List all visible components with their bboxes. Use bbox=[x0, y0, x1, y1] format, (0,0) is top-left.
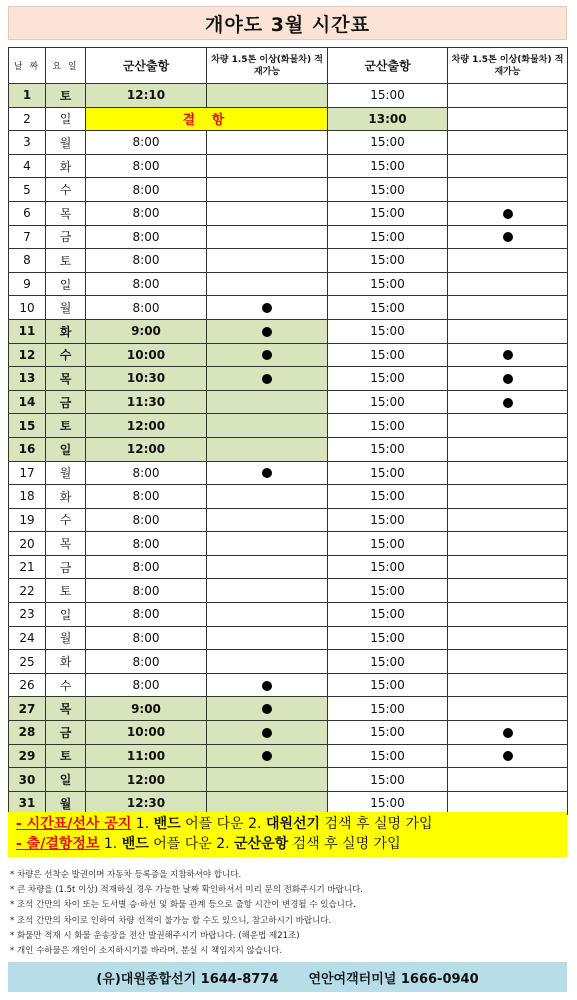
cell-arrival: 15:00 bbox=[328, 343, 448, 367]
table-header-row bbox=[9, 48, 568, 84]
cell-day: 6 bbox=[9, 201, 46, 225]
cell-weekday: 월 bbox=[46, 626, 86, 650]
table-row bbox=[9, 154, 568, 178]
table-row bbox=[9, 296, 568, 320]
header-weekday: 요 일 bbox=[46, 48, 86, 84]
cell-truck-arrival bbox=[448, 225, 568, 249]
cell-arrival: 15:00 bbox=[328, 178, 448, 202]
cell-cancelled: 결 항 bbox=[86, 107, 328, 131]
cell-weekday: 수 bbox=[46, 673, 86, 697]
cell-truck-departure bbox=[207, 343, 328, 367]
cell-day: 19 bbox=[9, 508, 46, 532]
cell-day: 13 bbox=[9, 367, 46, 391]
cell-day: 23 bbox=[9, 603, 46, 627]
cell-weekday: 월 bbox=[46, 131, 86, 155]
cell-departure: 12:00 bbox=[86, 414, 207, 438]
cell-weekday: 월 bbox=[46, 791, 86, 815]
cell-day: 24 bbox=[9, 626, 46, 650]
cell-day: 3 bbox=[9, 131, 46, 155]
cell-day: 31 bbox=[9, 791, 46, 815]
table-row bbox=[9, 650, 568, 674]
cell-truck-arrival bbox=[448, 319, 568, 343]
cell-weekday: 수 bbox=[46, 343, 86, 367]
note-item: * 조석 간만의 차이 또는 도서별 승·하선 및 화물 관계 등으로 출항 시간이 변경될 수 있습니다. bbox=[10, 900, 356, 911]
cell-arrival: 15:00 bbox=[328, 84, 448, 108]
cell-day: 2 bbox=[9, 107, 46, 131]
table-row bbox=[9, 485, 568, 509]
note-item: * 차량은 선착순 발권이며 자동차 등록증을 지참하셔야 합니다. bbox=[10, 870, 242, 880]
cell-departure: 9:00 bbox=[86, 697, 207, 721]
cell-departure: 12:00 bbox=[86, 768, 207, 792]
truck-available-dot-icon bbox=[262, 728, 272, 738]
cell-truck-arrival bbox=[448, 768, 568, 792]
cell-weekday: 화 bbox=[46, 319, 86, 343]
cell-weekday: 일 bbox=[46, 437, 86, 461]
cell-truck-arrival bbox=[448, 178, 568, 202]
cell-truck-departure bbox=[207, 650, 328, 674]
cell-arrival: 15:00 bbox=[328, 485, 448, 509]
notice-text: 검색 후 실명 가입 bbox=[288, 836, 401, 852]
schedule-body bbox=[9, 84, 568, 815]
table-row bbox=[9, 249, 568, 273]
cell-truck-arrival bbox=[448, 650, 568, 674]
notice-text: 1. bbox=[131, 816, 154, 832]
cell-truck-departure bbox=[207, 272, 328, 296]
cell-arrival: 13:00 bbox=[328, 107, 448, 131]
truck-available-dot-icon bbox=[262, 704, 272, 714]
cell-truck-departure bbox=[207, 508, 328, 532]
cell-weekday: 월 bbox=[46, 296, 86, 320]
cell-day: 17 bbox=[9, 461, 46, 485]
cell-departure: 8:00 bbox=[86, 272, 207, 296]
schedule-table bbox=[8, 47, 568, 815]
cell-day: 25 bbox=[9, 650, 46, 674]
table-row bbox=[9, 107, 568, 131]
cell-arrival: 15:00 bbox=[328, 131, 448, 155]
cell-departure: 10:30 bbox=[86, 367, 207, 391]
cell-arrival: 15:00 bbox=[328, 603, 448, 627]
table-row bbox=[9, 508, 568, 532]
cell-truck-departure bbox=[207, 579, 328, 603]
table-row bbox=[9, 437, 568, 461]
contact-daewon: (유)대원종합선기 1644-8774 bbox=[96, 971, 279, 987]
cell-arrival: 15:00 bbox=[328, 744, 448, 768]
cell-departure: 12:30 bbox=[86, 791, 207, 815]
truck-available-dot-icon bbox=[503, 751, 513, 761]
notice-key-schedule: - 시간표/선사 공지 bbox=[16, 816, 132, 832]
cell-truck-departure bbox=[207, 532, 328, 556]
cell-departure: 8:00 bbox=[86, 249, 207, 273]
truck-available-dot-icon bbox=[262, 751, 272, 761]
cell-weekday: 일 bbox=[46, 603, 86, 627]
table-row bbox=[9, 626, 568, 650]
cell-day: 1 bbox=[9, 84, 46, 108]
table-row bbox=[9, 390, 568, 414]
cell-truck-arrival bbox=[448, 107, 568, 131]
table-row bbox=[9, 603, 568, 627]
cell-weekday: 수 bbox=[46, 178, 86, 202]
table-row bbox=[9, 744, 568, 768]
cell-truck-arrival bbox=[448, 508, 568, 532]
table-row bbox=[9, 555, 568, 579]
notice-search-term: 군산운항 bbox=[234, 836, 289, 852]
cell-truck-departure bbox=[207, 84, 328, 108]
cell-day: 14 bbox=[9, 390, 46, 414]
cell-day: 12 bbox=[9, 343, 46, 367]
cell-day: 4 bbox=[9, 154, 46, 178]
cell-truck-departure bbox=[207, 603, 328, 627]
cell-weekday: 토 bbox=[46, 249, 86, 273]
cell-truck-arrival bbox=[448, 249, 568, 273]
footer-contacts bbox=[8, 962, 567, 992]
cell-departure: 8:00 bbox=[86, 532, 207, 556]
cell-arrival: 15:00 bbox=[328, 555, 448, 579]
cell-weekday: 일 bbox=[46, 768, 86, 792]
cell-truck-departure bbox=[207, 768, 328, 792]
cell-arrival: 15:00 bbox=[328, 461, 448, 485]
table-row bbox=[9, 178, 568, 202]
cell-weekday: 목 bbox=[46, 532, 86, 556]
truck-available-dot-icon bbox=[262, 303, 272, 313]
cell-arrival: 15:00 bbox=[328, 626, 448, 650]
cell-day: 7 bbox=[9, 225, 46, 249]
cell-truck-departure bbox=[207, 485, 328, 509]
header-arrival: 군산출항 bbox=[328, 48, 448, 84]
cell-departure: 8:00 bbox=[86, 131, 207, 155]
cell-departure: 9:00 bbox=[86, 319, 207, 343]
cell-weekday: 화 bbox=[46, 650, 86, 674]
cell-weekday: 금 bbox=[46, 225, 86, 249]
cell-arrival: 15:00 bbox=[328, 319, 448, 343]
table-row bbox=[9, 367, 568, 391]
cell-weekday: 목 bbox=[46, 201, 86, 225]
cell-departure: 8:00 bbox=[86, 201, 207, 225]
cell-weekday: 화 bbox=[46, 154, 86, 178]
table-row bbox=[9, 84, 568, 108]
cell-truck-departure bbox=[207, 154, 328, 178]
notice-text: 어플 다운 2. bbox=[148, 836, 235, 852]
cell-arrival: 15:00 bbox=[328, 650, 448, 674]
cell-truck-arrival bbox=[448, 154, 568, 178]
note-item: * 개인 수하물은 개인이 소지하시기를 바라며, 분실 시 책임지지 않습니다. bbox=[10, 946, 283, 957]
table-row bbox=[9, 414, 568, 438]
table-row bbox=[9, 343, 568, 367]
page-title: 개야도 3월 시간표 bbox=[8, 6, 567, 40]
cell-arrival: 15:00 bbox=[328, 201, 448, 225]
cell-truck-arrival bbox=[448, 131, 568, 155]
cell-day: 18 bbox=[9, 485, 46, 509]
cell-truck-arrival bbox=[448, 414, 568, 438]
cell-truck-arrival bbox=[448, 673, 568, 697]
cell-truck-departure bbox=[207, 744, 328, 768]
cell-arrival: 15:00 bbox=[328, 579, 448, 603]
header-departure: 군산출항 bbox=[86, 48, 207, 84]
truck-available-dot-icon bbox=[262, 681, 272, 691]
cell-departure: 12:10 bbox=[86, 84, 207, 108]
cell-departure: 11:30 bbox=[86, 390, 207, 414]
table-row bbox=[9, 461, 568, 485]
cell-day: 20 bbox=[9, 532, 46, 556]
cell-truck-arrival bbox=[448, 201, 568, 225]
cell-truck-departure bbox=[207, 626, 328, 650]
cell-weekday: 금 bbox=[46, 555, 86, 579]
cell-arrival: 15:00 bbox=[328, 721, 448, 745]
cell-departure: 8:00 bbox=[86, 603, 207, 627]
truck-available-dot-icon bbox=[262, 350, 272, 360]
cell-weekday: 월 bbox=[46, 461, 86, 485]
cell-truck-departure bbox=[207, 131, 328, 155]
cell-truck-arrival bbox=[448, 437, 568, 461]
cell-truck-departure bbox=[207, 390, 328, 414]
header-day: 날 짜 bbox=[9, 48, 46, 84]
cell-truck-arrival bbox=[448, 744, 568, 768]
cell-truck-arrival bbox=[448, 461, 568, 485]
table-row bbox=[9, 319, 568, 343]
cell-arrival: 15:00 bbox=[328, 154, 448, 178]
cell-weekday: 토 bbox=[46, 414, 86, 438]
cell-arrival: 15:00 bbox=[328, 508, 448, 532]
cell-weekday: 일 bbox=[46, 272, 86, 296]
cell-truck-arrival bbox=[448, 603, 568, 627]
cell-weekday: 토 bbox=[46, 579, 86, 603]
cell-arrival: 15:00 bbox=[328, 673, 448, 697]
cell-departure: 8:00 bbox=[86, 650, 207, 674]
cell-weekday: 토 bbox=[46, 84, 86, 108]
notice-app-name: 밴드 bbox=[153, 816, 181, 832]
cell-truck-arrival bbox=[448, 390, 568, 414]
cell-arrival: 15:00 bbox=[328, 225, 448, 249]
cell-arrival: 15:00 bbox=[328, 272, 448, 296]
cell-departure: 8:00 bbox=[86, 555, 207, 579]
cell-departure: 8:00 bbox=[86, 485, 207, 509]
table-row bbox=[9, 697, 568, 721]
truck-available-dot-icon bbox=[503, 209, 513, 219]
table-row bbox=[9, 579, 568, 603]
table-row bbox=[9, 721, 568, 745]
cell-truck-arrival bbox=[448, 555, 568, 579]
cell-day: 8 bbox=[9, 249, 46, 273]
cell-departure: 8:00 bbox=[86, 461, 207, 485]
cell-truck-arrival bbox=[448, 296, 568, 320]
notice-line-schedule bbox=[16, 814, 559, 834]
cell-truck-arrival bbox=[448, 84, 568, 108]
cell-day: 27 bbox=[9, 697, 46, 721]
cell-departure: 8:00 bbox=[86, 626, 207, 650]
cell-arrival: 15:00 bbox=[328, 532, 448, 556]
truck-available-dot-icon bbox=[262, 327, 272, 337]
cell-departure: 8:00 bbox=[86, 579, 207, 603]
notice-box bbox=[8, 812, 567, 857]
table-row bbox=[9, 673, 568, 697]
table-row bbox=[9, 532, 568, 556]
cell-truck-departure bbox=[207, 673, 328, 697]
cell-truck-arrival bbox=[448, 626, 568, 650]
cell-day: 9 bbox=[9, 272, 46, 296]
cell-weekday: 수 bbox=[46, 508, 86, 532]
cell-departure: 8:00 bbox=[86, 296, 207, 320]
cell-day: 21 bbox=[9, 555, 46, 579]
cell-day: 11 bbox=[9, 319, 46, 343]
table-row bbox=[9, 768, 568, 792]
cell-departure: 8:00 bbox=[86, 508, 207, 532]
cell-truck-departure bbox=[207, 721, 328, 745]
table-row bbox=[9, 272, 568, 296]
cell-departure: 8:00 bbox=[86, 178, 207, 202]
contact-terminal: 연안여객터미널 1666-0940 bbox=[308, 971, 479, 987]
notice-text: 1. bbox=[99, 836, 122, 852]
cell-weekday: 일 bbox=[46, 107, 86, 131]
cell-truck-departure bbox=[207, 319, 328, 343]
header-truck-departure: 차량 1.5톤 이상(화물차) 적재가능 bbox=[207, 48, 328, 84]
cell-day: 10 bbox=[9, 296, 46, 320]
cell-day: 26 bbox=[9, 673, 46, 697]
notice-text: 검색 후 실명 가입 bbox=[320, 816, 433, 832]
cell-truck-arrival bbox=[448, 532, 568, 556]
cell-departure: 8:00 bbox=[86, 154, 207, 178]
truck-available-dot-icon bbox=[503, 232, 513, 242]
cell-arrival: 15:00 bbox=[328, 768, 448, 792]
cell-day: 30 bbox=[9, 768, 46, 792]
cell-departure: 8:00 bbox=[86, 673, 207, 697]
header-truck-arrival: 차량 1.5톤 이상(화물차) 적재가능 bbox=[448, 48, 568, 84]
cell-weekday: 금 bbox=[46, 390, 86, 414]
notice-key-status: - 출/결항정보 bbox=[16, 836, 100, 852]
note-item: * 화물만 적재 시 화물 운송장을 전산 발권해주시기 바랍니다. (해운법 제21조) bbox=[10, 930, 300, 941]
cell-truck-departure bbox=[207, 201, 328, 225]
cell-weekday: 목 bbox=[46, 697, 86, 721]
truck-available-dot-icon bbox=[262, 468, 272, 478]
cell-day: 15 bbox=[9, 414, 46, 438]
notice-line-status bbox=[16, 834, 559, 854]
cell-day: 28 bbox=[9, 721, 46, 745]
cell-truck-departure bbox=[207, 367, 328, 391]
cell-weekday: 화 bbox=[46, 485, 86, 509]
cell-departure: 10:00 bbox=[86, 343, 207, 367]
note-item: * 큰 차량을 (1.5t 이상) 적재하실 경우 가능한 날짜 확인하셔서 미리 문의 전화주시기 바랍니다. bbox=[10, 885, 363, 896]
cell-arrival: 15:00 bbox=[328, 414, 448, 438]
note-item: * 조석 간만의 차이로 인하여 차량 선적이 불가능 할 수도 있으니, 참고하시기 바랍니다. bbox=[10, 915, 332, 926]
cell-truck-arrival bbox=[448, 579, 568, 603]
cell-arrival: 15:00 bbox=[328, 437, 448, 461]
cell-truck-arrival bbox=[448, 485, 568, 509]
truck-available-dot-icon bbox=[503, 374, 513, 384]
cell-day: 5 bbox=[9, 178, 46, 202]
cell-departure: 8:00 bbox=[86, 225, 207, 249]
cell-arrival: 15:00 bbox=[328, 697, 448, 721]
table-row bbox=[9, 225, 568, 249]
notice-text: 어플 다운 2. bbox=[180, 816, 266, 832]
table-row bbox=[9, 131, 568, 155]
cell-truck-departure bbox=[207, 697, 328, 721]
cell-weekday: 금 bbox=[46, 721, 86, 745]
cell-truck-departure bbox=[207, 461, 328, 485]
notes-list bbox=[10, 868, 565, 959]
cell-arrival: 15:00 bbox=[328, 296, 448, 320]
cell-day: 22 bbox=[9, 579, 46, 603]
cell-truck-departure bbox=[207, 249, 328, 273]
cell-truck-arrival bbox=[448, 721, 568, 745]
cell-truck-departure bbox=[207, 225, 328, 249]
cell-truck-arrival bbox=[448, 367, 568, 391]
cell-day: 16 bbox=[9, 437, 46, 461]
cell-arrival: 15:00 bbox=[328, 791, 448, 815]
cell-truck-departure bbox=[207, 178, 328, 202]
cell-arrival: 15:00 bbox=[328, 390, 448, 414]
truck-available-dot-icon bbox=[503, 350, 513, 360]
truck-available-dot-icon bbox=[262, 374, 272, 384]
table-row bbox=[9, 201, 568, 225]
cell-day: 29 bbox=[9, 744, 46, 768]
truck-available-dot-icon bbox=[503, 398, 513, 408]
cell-departure: 11:00 bbox=[86, 744, 207, 768]
cell-truck-arrival bbox=[448, 697, 568, 721]
cell-weekday: 목 bbox=[46, 367, 86, 391]
cell-weekday: 토 bbox=[46, 744, 86, 768]
cell-arrival: 15:00 bbox=[328, 367, 448, 391]
cell-departure: 12:00 bbox=[86, 437, 207, 461]
cell-truck-arrival bbox=[448, 272, 568, 296]
cell-truck-departure bbox=[207, 437, 328, 461]
notice-app-name: 밴드 bbox=[121, 836, 149, 852]
cell-arrival: 15:00 bbox=[328, 249, 448, 273]
cell-truck-departure bbox=[207, 555, 328, 579]
cell-truck-departure bbox=[207, 296, 328, 320]
cell-truck-departure bbox=[207, 414, 328, 438]
truck-available-dot-icon bbox=[503, 728, 513, 738]
cell-departure: 10:00 bbox=[86, 721, 207, 745]
cell-truck-arrival bbox=[448, 343, 568, 367]
notice-search-term: 대원선기 bbox=[265, 816, 321, 832]
